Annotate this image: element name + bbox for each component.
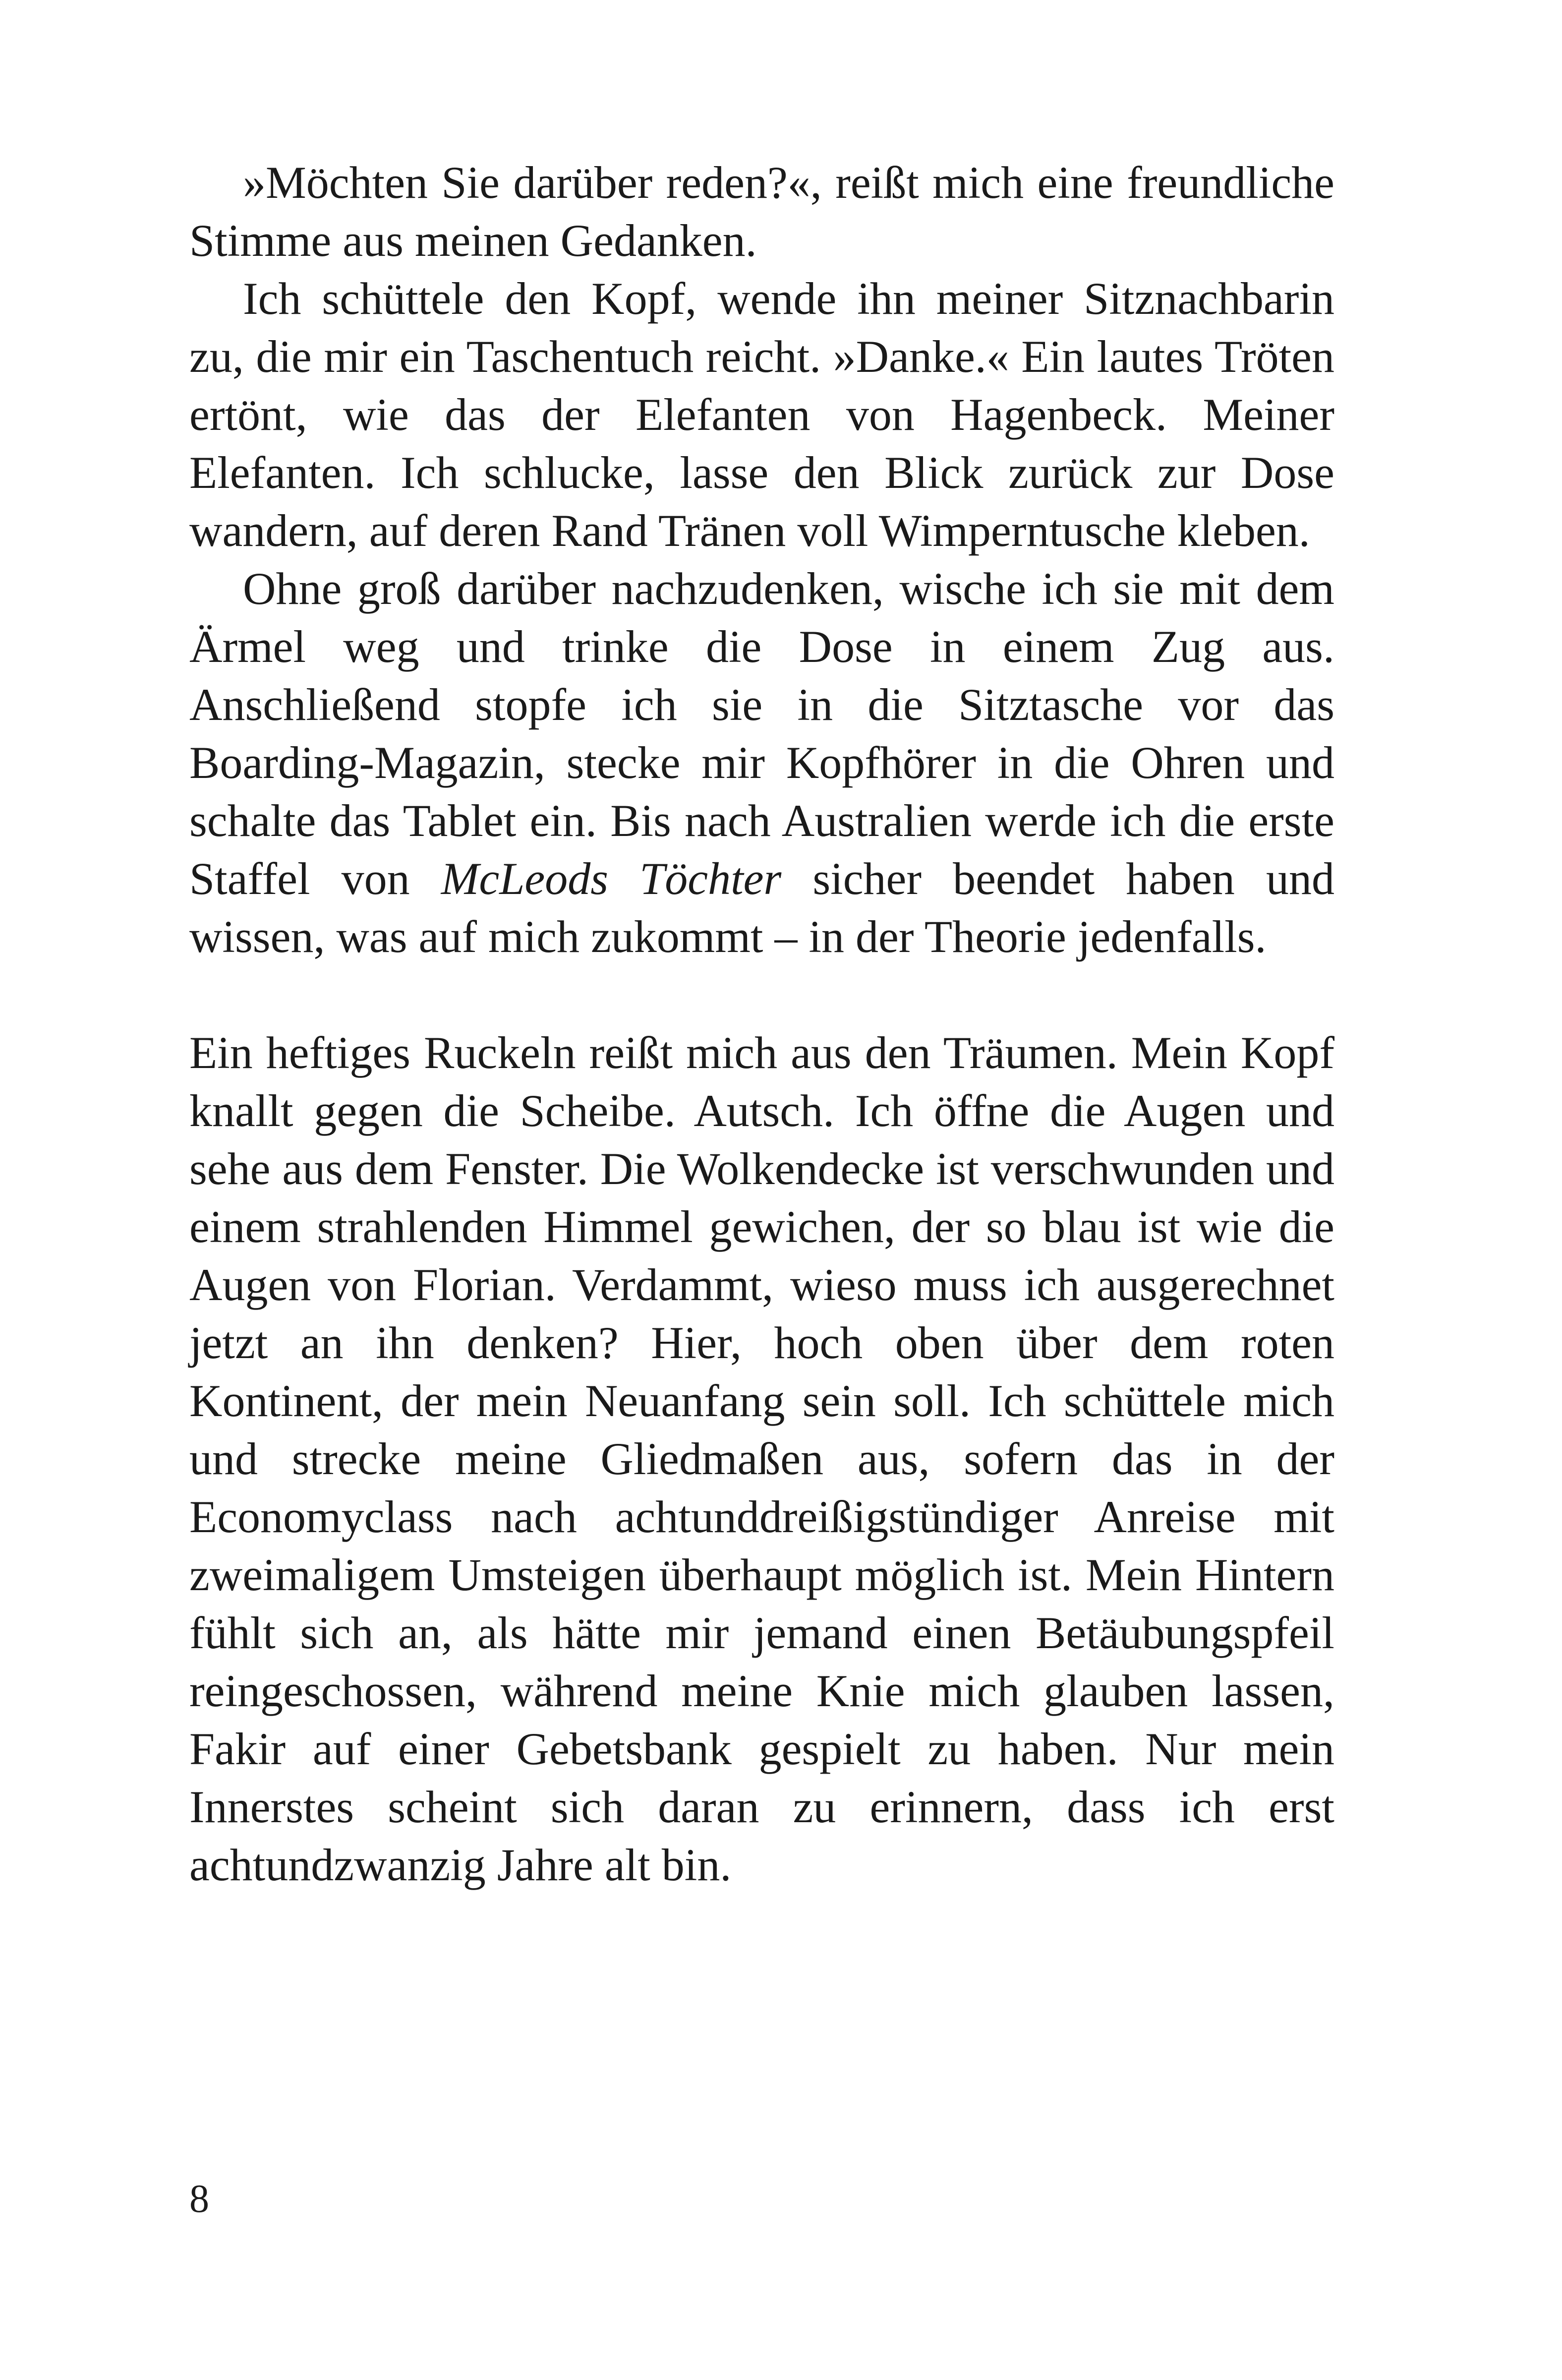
paragraph: Ich schüttele den Kopf, wende ihn meiner Sitznachbarin zu, die mir ein Taschentuch reicht. »Danke.« Ein lautes Tröten ertönt, wie das der Elefanten von Hagenbeck. Meiner Elefanten. Ich schlucke, lasse den Blick zurück zur Dose wandern, auf deren Rand Tränen voll Wimperntusche kleben. [189,273,1334,556]
paragraph-text: sicher beendet haben und wissen, was auf mich zukommt – in der Theorie jedenfalls. [189,853,1334,962]
paragraph: Ein heftiges Ruckeln reißt mich aus den Träumen. Mein Kopf knallt gegen die Scheibe. Autsch. Ich öffne die Augen und sehe aus dem Fenster. Die Wolkendecke ist verschwunden und einem strahlenden Himmel gewichen, der so blau ist wie die Augen von Florian. Verdammt, wieso muss ich ausgerechnet jetzt an ihn denken? Hier, hoch oben über dem roten Kontinent, der mein Neuanfang sein soll. Ich schüttele mich und strecke meine Gliedmaßen aus, sofern das in der Economyclass nach achtunddreißigstündiger Anreise mit zweimaligem Umsteigen überhaupt möglich ist. Mein Hintern fühlt sich an, als hätte mir jemand einen Betäubungspfeil reingeschossen, während meine Knie mich glauben lassen, Fakir auf einer Gebetsbank gespielt zu haben. Nur mein Innerstes scheint sich daran zu erinnern, dass ich erst achtundzwanzig Jahre alt bin. [189,1027,1334,1890]
paragraph [189,560,1334,966]
paragraph-text: Ohne groß darüber nachzudenken, wische ich sie mit dem Ärmel weg und trinke die Dose in einem Zug aus. Anschließend stopfe ich sie in die Sitztasche vor das Boarding-Magazin, stecke mir Kopfhörer in die Ohren und schalte das Tablet ein. Bis nach Australien werde ich die erste Staffel von [189,563,1334,904]
body-text [189,154,1334,1894]
paragraph: »Möchten Sie darüber reden?«, reißt mich eine freundliche Stimme aus meinen Gedanken. [189,157,1334,266]
series-title: McLeods Töchter [441,853,782,904]
section-break [189,966,1334,1024]
page-number: 8 [189,2177,209,2221]
